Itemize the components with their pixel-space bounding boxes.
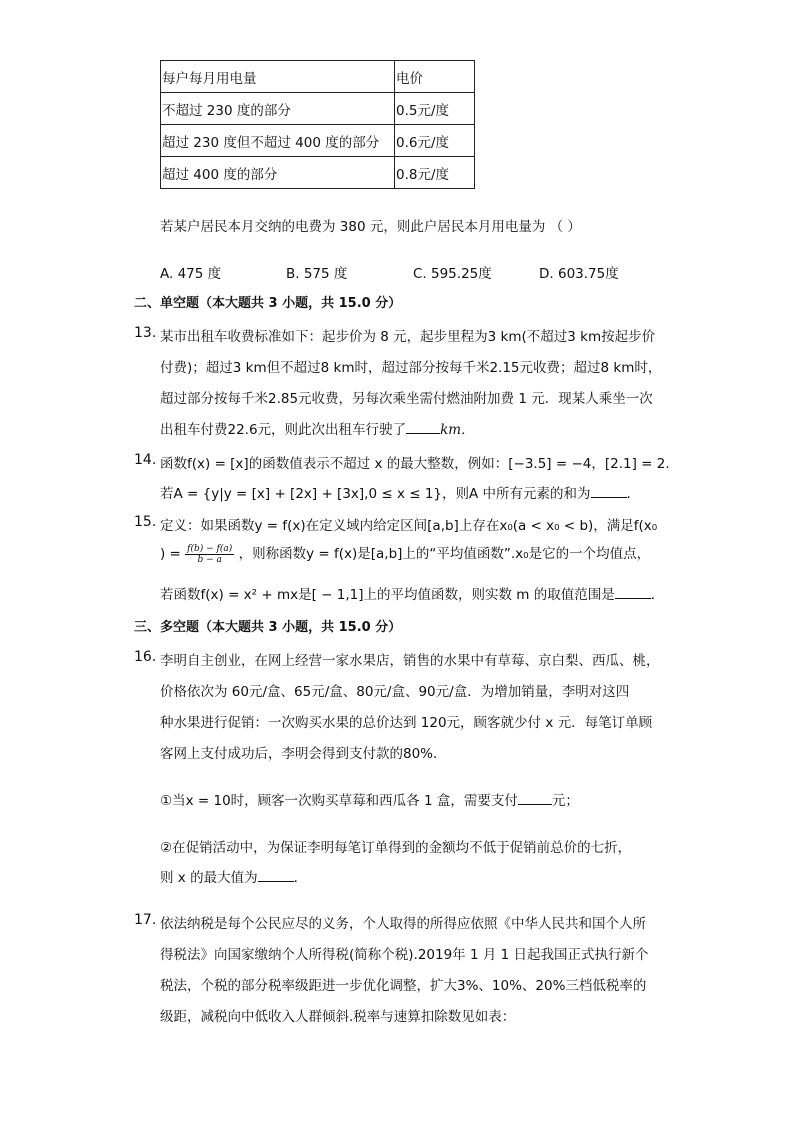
question-number-15: 15. — [134, 514, 157, 530]
q12-option-a: A. 475 度 — [160, 266, 222, 282]
fraction-numerator: f(b) − f(a) — [187, 543, 233, 554]
answer-blank[interactable] — [518, 792, 552, 805]
q15-line-3 — [160, 583, 664, 603]
q13-line-2: 付费)；超过3 km但不超过8 km时，超过部分按每千米2.15元收费；超过8 km时， — [160, 360, 662, 376]
section-heading-2: 二、单空题（本大题共 3 小题，共 15.0 分） — [134, 296, 402, 311]
table-row — [161, 157, 475, 189]
question-number-17: 17. — [134, 912, 157, 928]
q16-sub-2-end: ． — [293, 870, 308, 886]
table-row — [161, 93, 475, 125]
q12-option-d: D. 603.75度 — [539, 266, 619, 282]
section-heading-3: 三、多空题（本大题共 3 小题，共 15.0 分） — [134, 620, 402, 635]
table-row — [161, 61, 475, 93]
q16-sub-1-text: ①当x = 10时，顾客一次购买草莓和西瓜各 1 盒，需要支付 — [160, 793, 518, 809]
q16-line-2: 价格依次为 60元/盒、65元/盒、80元/盒、90元/盒．为增加销量，李明对这四 — [160, 684, 630, 700]
q16-sub-2-line-1: ②在促销活动中，为保证李明每笔订单得到的金额均不低于促销前总价的七折， — [160, 840, 632, 856]
q16-sub-2-text: 则 x 的最大值为 — [160, 870, 258, 886]
price-table — [160, 60, 475, 189]
q14-end: ． — [626, 486, 641, 502]
q16-sub-1-end: 元； — [551, 793, 579, 809]
q16-line-1: 李明自主创业，在网上经营一家水果店，销售的水果中有草莓、京白梨、西瓜、桃， — [160, 653, 660, 669]
q14-line-2-text: 若A = {y|y = [x] + [2x] + [3x],0 ≤ x ≤ 1}，则A 中所有元素的和为 — [160, 486, 591, 502]
q15-line-2-post: ，则称函数y = f(x)是[a,b]上的“平均值函数”.x₀是它的一个均值点， — [238, 546, 651, 562]
table-cell: 0.5元/度 — [395, 93, 475, 125]
table-row — [161, 125, 475, 157]
answer-blank[interactable] — [406, 421, 440, 434]
q15-line-2 — [160, 542, 650, 565]
q17-line-4: 级距，减税向中低收入人群倾斜.税率与速算扣除数见如表： — [160, 1009, 516, 1025]
q13-line-1: 某市出租车收费标准如下：起步价为 8 元，起步里程为3 km(不超过3 km按起步价 — [160, 329, 656, 345]
q13-line-4-text: 出租车付费22.6元，则此次出租车行驶了 — [160, 422, 407, 438]
q14-line-1: 函数f(x) = [x]的函数值表示不超过 x 的最大整数，例如：[−3.5] = −4，[2.1] = 2. — [160, 456, 670, 472]
table-cell: 电价 — [395, 61, 475, 93]
table-cell: 超过 230 度但不超过 400 度的部分 — [161, 125, 395, 157]
question-number-13: 13. — [134, 325, 157, 341]
q13-line-3: 超过部分按每千米2.85元收费，另每次乘坐需付燃油附加费 1 元．现某人乘坐一次 — [160, 391, 653, 407]
q15-line-1: 定义：如果函数y = f(x)在定义域内给定区间[a,b]上存在x₀(a < x₀ < b)，满足f(x₀ — [160, 518, 658, 534]
fraction-denominator: b − a — [197, 554, 222, 565]
table-cell: 不超过 230 度的部分 — [161, 93, 395, 125]
q15-fraction — [185, 544, 234, 565]
q17-line-2: 得税法》向国家缴纳个人所得税(简称个税).2019年 1 月 1 日起我国正式执行新个 — [160, 947, 649, 963]
q16-sub-1 — [160, 789, 579, 809]
answer-blank[interactable] — [615, 586, 651, 599]
table-cell: 0.6元/度 — [395, 125, 475, 157]
q16-line-4: 客网上支付成功后，李明会得到支付款的80%． — [160, 746, 447, 762]
q12-stem: 若某户居民本月交纳的电费为 380 元，则此户居民本月用电量为 （ ） — [160, 219, 581, 235]
q13-unit: km． — [440, 422, 475, 438]
q12-option-b: B. 575 度 — [286, 266, 348, 282]
answer-blank[interactable] — [258, 869, 294, 882]
table-cell: 超过 400 度的部分 — [161, 157, 395, 189]
q16-sub-2-line-2 — [160, 866, 307, 886]
table-cell: 每户每月用电量 — [161, 61, 395, 93]
question-number-14: 14. — [134, 452, 157, 468]
question-number-16: 16. — [134, 649, 157, 665]
q17-line-3: 税法，个税的部分税率级距进一步优化调整，扩大3%、10%、20%三档低税率的 — [160, 978, 647, 994]
q14-line-2 — [160, 482, 640, 502]
q17-line-1: 依法纳税是每个公民应尽的义务，个人取得的所得应依照《中华人民共和国个人所 — [160, 916, 646, 932]
q15-end: ． — [650, 587, 665, 603]
q13-line-4 — [160, 418, 475, 438]
q16-line-3: 种水果进行促销：一次购买水果的总价达到 120元，顾客就少付 x 元．每笔订单顾 — [160, 715, 653, 731]
answer-blank[interactable] — [591, 485, 627, 498]
table-cell: 0.8元/度 — [395, 157, 475, 189]
q15-line-3-text: 若函数f(x) = x² + mx是[ − 1,1]上的平均值函数，则实数 m 的取值范围是 — [160, 587, 615, 603]
q12-option-c: C. 595.25度 — [413, 266, 492, 282]
q15-line-2-pre: ) = — [160, 546, 181, 562]
